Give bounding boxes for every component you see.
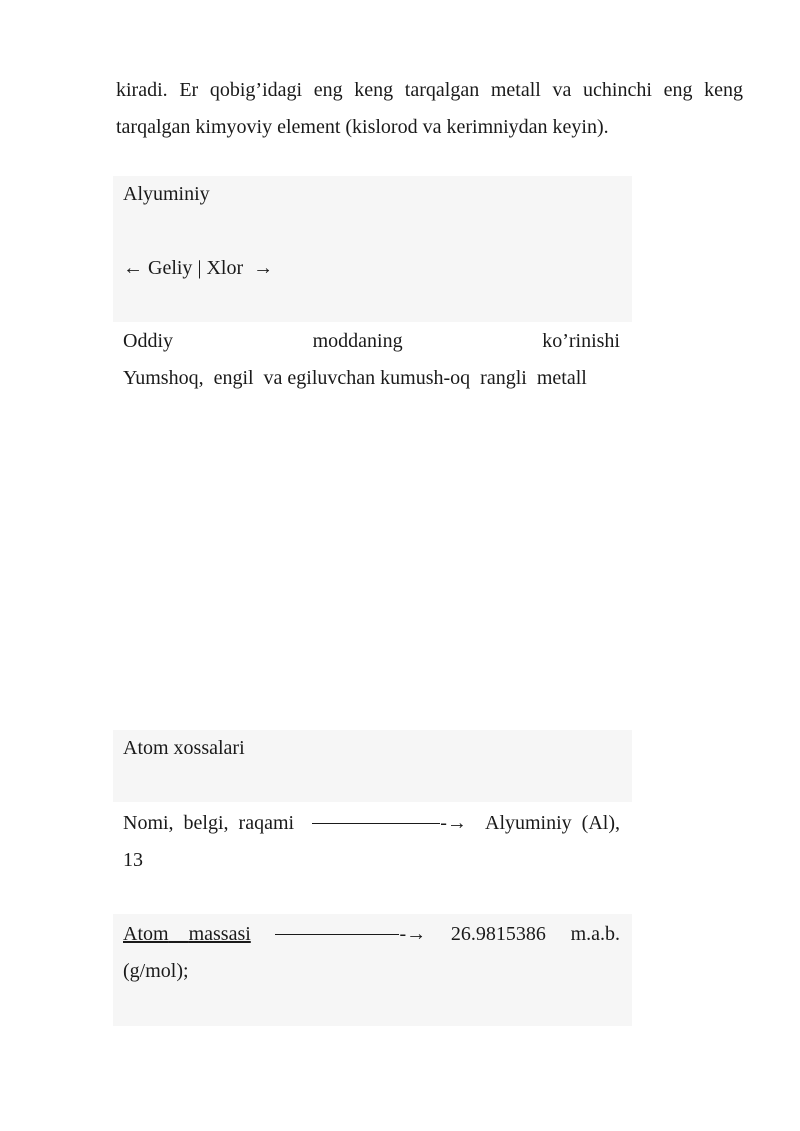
next-arrow-icon: → xyxy=(253,257,274,279)
nav-separator: | xyxy=(197,257,202,279)
mass-arrow-line xyxy=(275,934,399,935)
intro-paragraph xyxy=(116,72,743,146)
appearance-value: Yumshoq, engil va egiluvchan kumush-oq rangli metall xyxy=(123,367,587,389)
element-navigation-row xyxy=(113,248,632,322)
mass-arrow xyxy=(275,923,426,946)
mass-arrow-icon: -→ xyxy=(399,923,427,945)
appearance-label xyxy=(123,330,620,353)
atomic-mass-value: 26.9815386 xyxy=(450,923,546,945)
appearance-label-word-2: moddaning xyxy=(312,330,403,352)
element-title: Alyuminiy xyxy=(123,183,210,205)
appearance-row xyxy=(113,322,632,402)
intro-line-1: kiradi. Er qobig’idagi eng keng tarqalgan metall va uchinchi eng keng xyxy=(116,79,743,101)
appearance-label-word-1: Oddiy xyxy=(123,330,173,352)
name-arrow xyxy=(312,812,467,835)
atomic-mass-label-word-1: Atom xyxy=(123,923,169,945)
atomic-mass-line xyxy=(123,923,620,946)
element-title-row xyxy=(113,176,632,248)
name-symbol-number-row xyxy=(113,802,632,914)
name-arrow-icon: -→ xyxy=(440,812,467,834)
atom-properties-heading: Atom xossalari xyxy=(123,737,245,759)
atomic-mass-unit-continued: (g/mol); xyxy=(123,960,189,982)
atomic-mass-unit: m.a.b. xyxy=(570,923,620,945)
next-element-link[interactable]: Xlor xyxy=(206,257,244,279)
appearance-label-word-3: ko’rinishi xyxy=(542,330,620,352)
atomic-mass-label xyxy=(123,923,251,946)
atom-properties-heading-row xyxy=(113,730,632,802)
intro-line-2: tarqalgan kimyoviy element (kislorod va kerimniydan keyin). xyxy=(116,116,609,138)
atomic-mass-label-word-2: massasi xyxy=(188,923,251,945)
name-symbol-value: Alyuminiy (Al), xyxy=(485,812,620,834)
prev-element-link[interactable]: Geliy xyxy=(148,257,193,279)
name-symbol-number-line xyxy=(123,812,620,835)
name-symbol-number-label: Nomi, belgi, raqami xyxy=(123,812,295,834)
atomic-number-value: 13 xyxy=(123,849,143,871)
element-navigation xyxy=(123,257,273,280)
atomic-mass-row xyxy=(113,914,632,1026)
name-arrow-line xyxy=(312,823,440,824)
prev-arrow-icon: ← xyxy=(123,257,143,279)
